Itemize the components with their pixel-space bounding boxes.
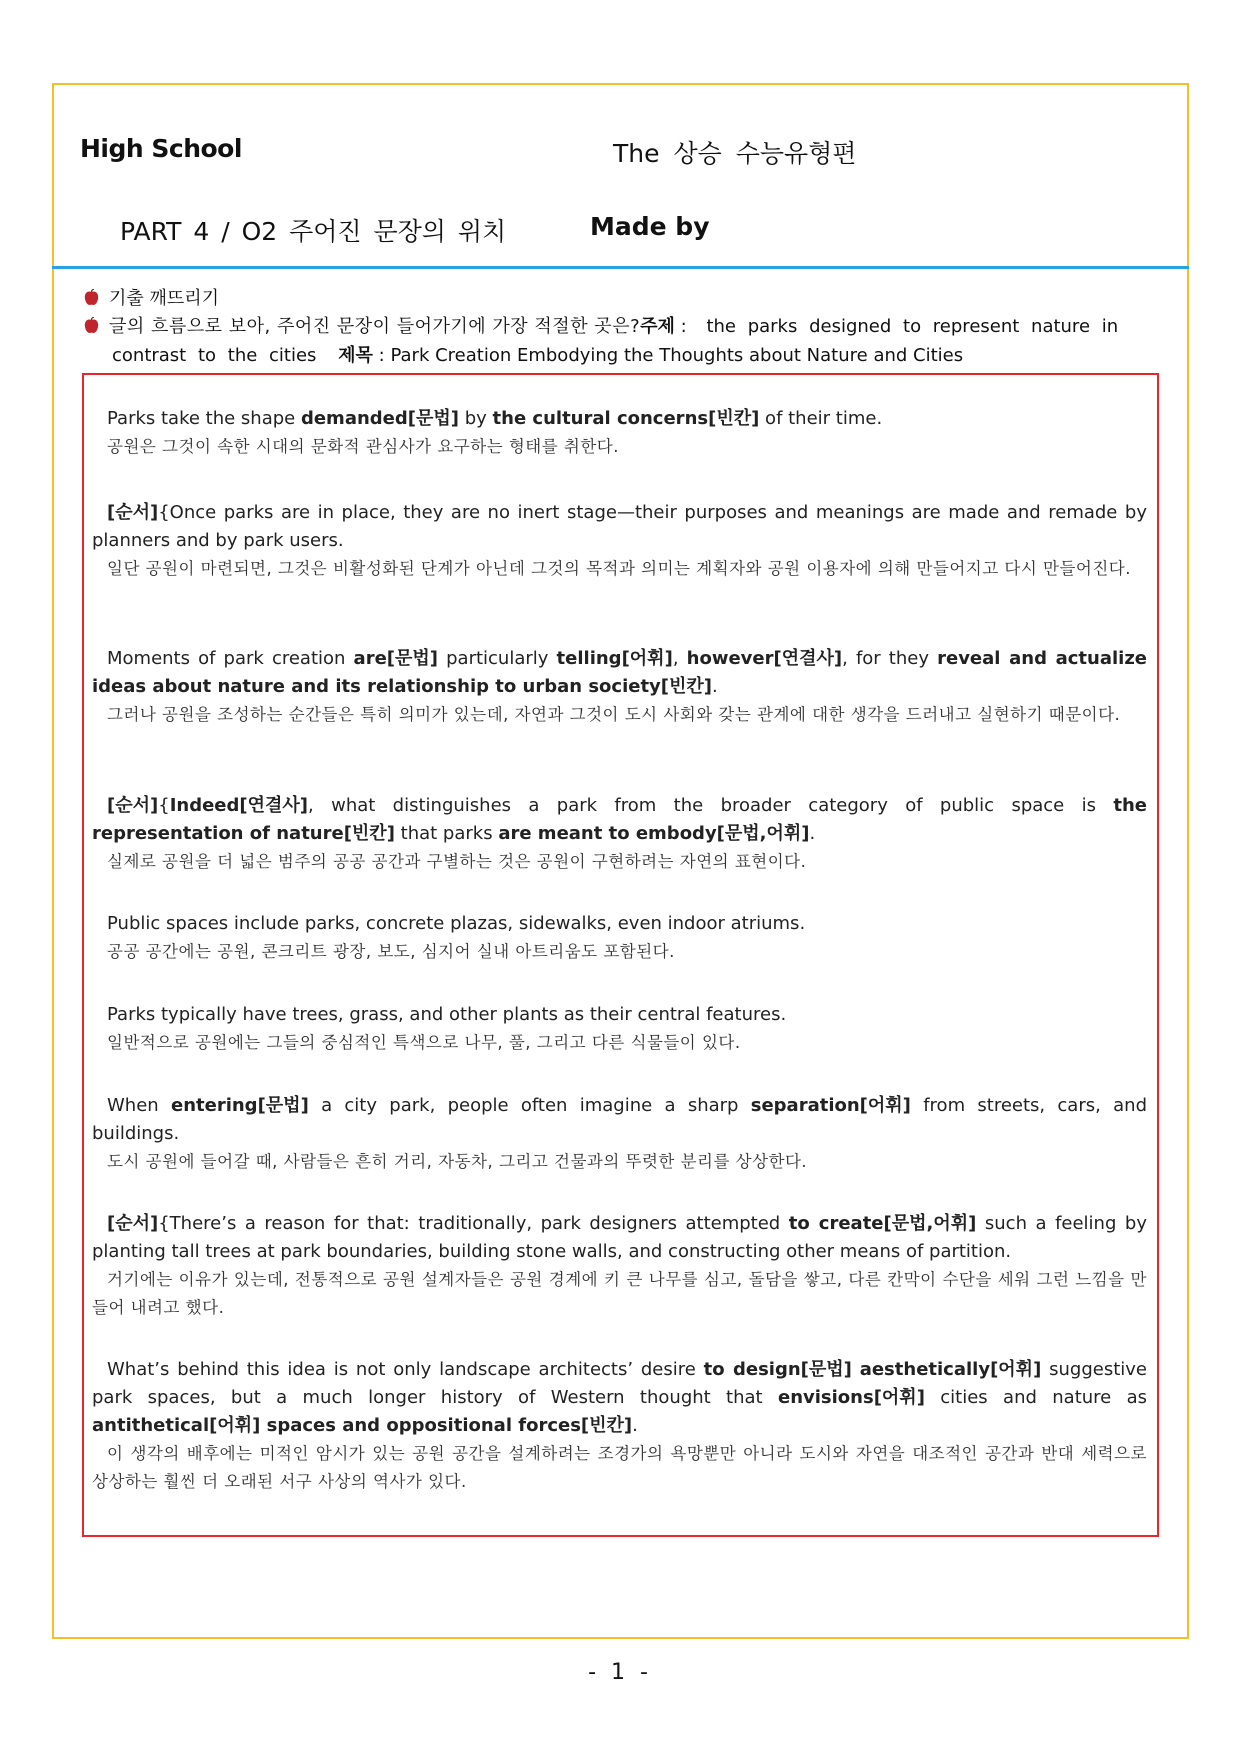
highlighted-phrase: are meant to embody[문법,어휘] bbox=[498, 823, 810, 844]
paragraph-3 bbox=[92, 645, 1147, 729]
sentence-segment: When bbox=[107, 1095, 171, 1116]
highlighted-phrase: [순서] bbox=[107, 502, 159, 523]
english-sentence bbox=[92, 499, 1147, 555]
highlighted-phrase: however[연결사] bbox=[686, 648, 843, 669]
highlighted-phrase: [순서] bbox=[107, 1213, 159, 1234]
paragraph-7 bbox=[92, 1092, 1147, 1176]
paragraph-6 bbox=[92, 1001, 1147, 1057]
highlighted-phrase: antithetical[어휘] spaces and oppositional forces[빈칸] bbox=[92, 1415, 633, 1436]
english-sentence bbox=[92, 1210, 1147, 1266]
korean-translation: 일단 공원이 마련되면, 그것은 비활성화된 단계가 아닌데 그것의 목적과 의미는 계획자와 공원 이용자에 의해 만들어지고 다시 만들어진다. bbox=[107, 559, 1131, 578]
highlighted-phrase: telling[어휘] bbox=[556, 648, 673, 669]
highlighted-phrase: are[문법] bbox=[353, 648, 439, 669]
made-by-label: Made by bbox=[590, 212, 710, 241]
sentence-segment: cities and nature as bbox=[924, 1387, 1147, 1408]
sentence-segment: Parks typically have trees, grass, and other plants as their central features. bbox=[107, 1004, 787, 1025]
part-title: PART 4 / O2 주어진 문장의 위치 bbox=[120, 217, 507, 246]
sentence-segment: { bbox=[158, 795, 170, 816]
sentence-segment: from streets, cars, and buildings. bbox=[92, 1095, 1147, 1144]
title-separator: : bbox=[372, 345, 391, 366]
highlighted-phrase: to design[문법] bbox=[703, 1359, 852, 1380]
sentence-segment: . bbox=[809, 823, 816, 844]
sentence-segment: Public spaces include parks, concrete plazas, sidewalks, even indoor atriums. bbox=[107, 913, 806, 934]
sentence-segment: particularly bbox=[438, 648, 557, 669]
highlighted-phrase: Indeed[연결사] bbox=[169, 795, 309, 816]
highlighted-phrase: aesthetically[어휘] bbox=[859, 1359, 1042, 1380]
instruction bbox=[84, 312, 1159, 370]
paragraph-8 bbox=[92, 1210, 1147, 1322]
sentence-segment: that parks bbox=[394, 823, 499, 844]
korean-translation: 일반적으로 공원에는 그들의 중심적인 특색으로 나무, 풀, 그리고 다른 식물들이 있다. bbox=[107, 1033, 741, 1052]
highlighted-phrase: reveal and actualize ideas about nature and its relationship to urban society[빈칸] bbox=[92, 648, 1148, 697]
sentence-segment: by bbox=[459, 408, 493, 429]
bullet-item bbox=[84, 284, 219, 310]
paragraph-2 bbox=[92, 499, 1147, 583]
apple-icon bbox=[84, 289, 99, 306]
bullet-text: 기출 깨뜨리기 bbox=[109, 288, 220, 309]
paragraph-4 bbox=[92, 792, 1147, 876]
sentence-segment: {Once parks are in place, they are no inert stage—their purposes and meanings are made and remade by planners and by park users. bbox=[92, 502, 1147, 551]
sentence-segment: What’s behind this idea is not only landscape architects’ desire bbox=[107, 1359, 704, 1380]
korean-translation: 이 생각의 배후에는 미적인 암시가 있는 공원 공간을 설계하려는 조경가의 욕망뿐만 아니라 도시와 자연을 대조적인 공간과 반대 세력으로 상상하는 훨씬 더 오래된 서구 사상의 역사가 있다. bbox=[92, 1444, 1147, 1491]
sentence-segment: such a feeling by planting tall trees at park boundaries, building stone walls, and constructing other means of partition. bbox=[92, 1213, 1147, 1262]
sentence-segment: Moments of park creation bbox=[107, 648, 354, 669]
topic-text-1: the parks designed to represent nature in bbox=[706, 316, 1119, 337]
sentence-segment: {There’s a reason for that: traditionally, park designers attempted bbox=[158, 1213, 789, 1234]
sentence-segment: a city park, people often imagine a sharp bbox=[308, 1095, 751, 1116]
english-sentence bbox=[92, 1092, 1147, 1148]
title-text: Park Creation Embodying the Thoughts about Nature and Cities bbox=[390, 345, 964, 366]
paragraph-5 bbox=[92, 910, 1147, 966]
highlighted-phrase: [순서] bbox=[107, 795, 159, 816]
sentence-segment: . bbox=[632, 1415, 638, 1436]
highlighted-phrase: demanded[문법] bbox=[300, 408, 459, 429]
korean-translation: 실제로 공원을 더 넓은 범주의 공공 공간과 구별하는 것은 공원이 구현하려는 자연의 표현이다. bbox=[107, 852, 807, 871]
english-sentence bbox=[92, 1001, 1147, 1029]
sentence-segment: , what distinguishes a park from the broader category of public space is bbox=[308, 795, 1114, 816]
highlighted-phrase: entering[문법] bbox=[170, 1095, 309, 1116]
english-sentence bbox=[92, 1356, 1147, 1440]
korean-translation: 공공 공간에는 공원, 콘크리트 광장, 보도, 심지어 실내 아트리움도 포함된다. bbox=[107, 942, 675, 961]
highlighted-phrase: to create[문법,어휘] bbox=[788, 1213, 977, 1234]
topic-label: 주제 bbox=[640, 316, 675, 337]
sentence-segment: , for they bbox=[842, 648, 938, 669]
sentence-segment: Parks take the shape bbox=[107, 408, 301, 429]
english-sentence bbox=[92, 792, 1147, 848]
topic-separator: : bbox=[674, 316, 693, 337]
sentence-segment: suggestive park spaces, but a much longer history of Western thought that bbox=[92, 1359, 1147, 1408]
korean-translation: 도시 공원에 들어갈 때, 사람들은 흔히 거리, 자동차, 그리고 건물과의 뚜렷한 분리를 상상한다. bbox=[107, 1152, 808, 1171]
korean-translation: 거기에는 이유가 있는데, 전통적으로 공원 설계자들은 공원 경계에 키 큰 나무를 심고, 돌담을 쌓고, 다른 칸막이 수단을 세워 그런 느낌을 만들어 내려고 했다. bbox=[92, 1270, 1147, 1317]
question-text: 글의 흐름으로 보아, 주어진 문장이 들어가기에 가장 적절한 곳은? bbox=[109, 316, 641, 337]
header-divider bbox=[52, 266, 1189, 269]
sentence-segment: , bbox=[672, 648, 687, 669]
apple-icon bbox=[84, 317, 99, 334]
page-number: - 1 - bbox=[588, 1660, 652, 1685]
sentence-segment: of their time. bbox=[759, 408, 883, 429]
highlighted-phrase: envisions[어휘] bbox=[777, 1387, 925, 1408]
english-sentence bbox=[92, 405, 1147, 433]
korean-translation: 공원은 그것이 속한 시대의 문화적 관심사가 요구하는 형태를 취한다. bbox=[107, 437, 619, 456]
highlighted-phrase: the representation of nature[빈칸] bbox=[92, 795, 1147, 844]
school-label: High School bbox=[80, 134, 242, 163]
paragraph-1 bbox=[92, 405, 1147, 461]
highlighted-phrase: the cultural concerns[빈칸] bbox=[492, 408, 760, 429]
book-title: The 상승 수능유형편 bbox=[613, 139, 857, 168]
title-label: 제목 bbox=[338, 345, 373, 366]
english-sentence bbox=[92, 645, 1147, 701]
highlighted-phrase: separation[어휘] bbox=[750, 1095, 911, 1116]
english-sentence bbox=[92, 910, 1147, 938]
paragraph-9 bbox=[92, 1356, 1147, 1496]
topic-text-2: contrast to the cities bbox=[112, 345, 317, 366]
sentence-segment: . bbox=[712, 676, 718, 697]
korean-translation: 그러나 공원을 조성하는 순간들은 특히 의미가 있는데, 자연과 그것이 도시 사회와 갖는 관계에 대한 생각을 드러내고 실현하기 때문이다. bbox=[107, 705, 1121, 724]
sentence-segment bbox=[852, 1359, 860, 1380]
